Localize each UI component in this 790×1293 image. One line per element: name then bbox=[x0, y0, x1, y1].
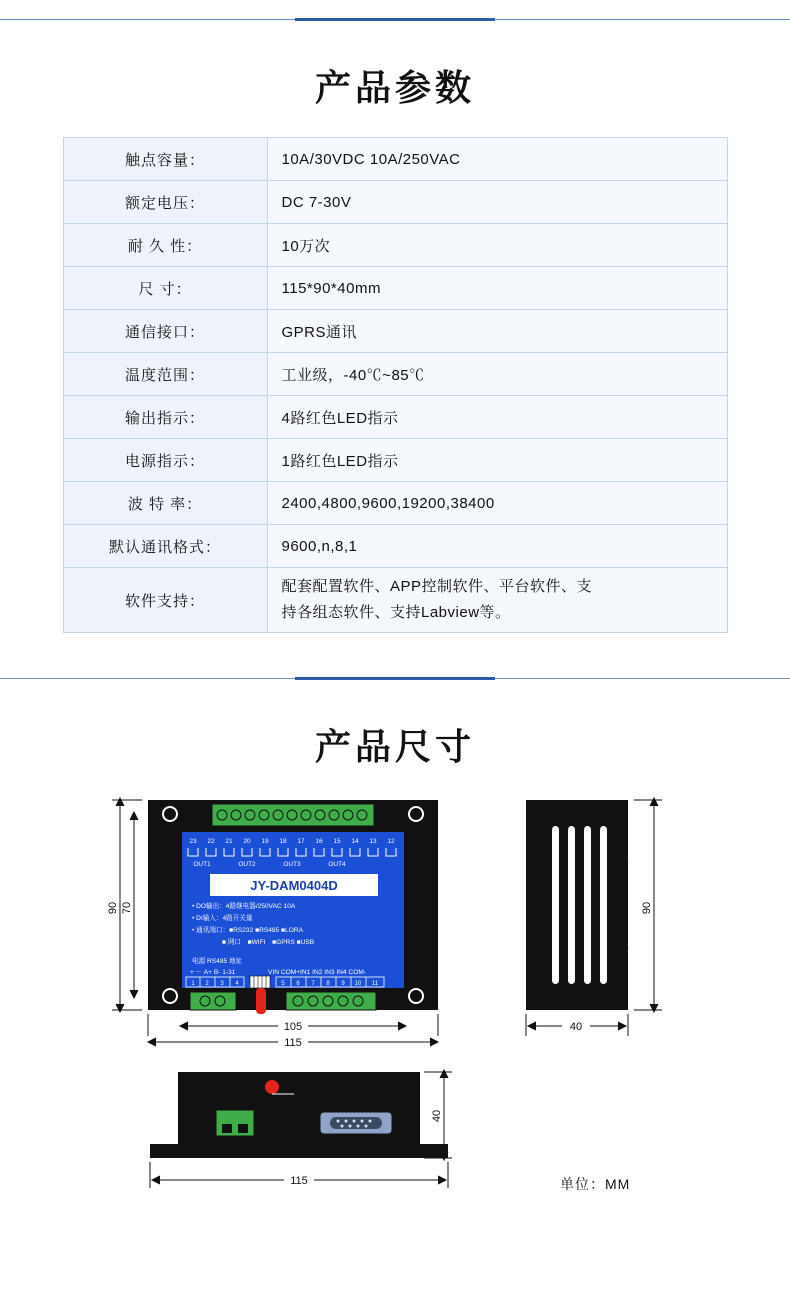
table-row bbox=[63, 181, 727, 224]
svg-text:6: 6 bbox=[296, 981, 300, 987]
svg-text:12: 12 bbox=[387, 838, 395, 845]
svg-text:• DI输入：4路开关量: • DI输入：4路开关量 bbox=[192, 915, 253, 922]
svg-text:9: 9 bbox=[341, 981, 345, 987]
param-key: 额定电压： bbox=[63, 181, 267, 224]
dimensions-section-title: 产品尺寸 bbox=[314, 726, 475, 767]
svg-text:1: 1 bbox=[191, 981, 195, 987]
dim-side-width: 40 bbox=[569, 1021, 583, 1033]
svg-text:17: 17 bbox=[297, 838, 305, 845]
svg-text:13: 13 bbox=[369, 838, 377, 845]
svg-text:20: 20 bbox=[243, 838, 251, 845]
svg-text:7: 7 bbox=[311, 981, 315, 987]
table-row bbox=[63, 482, 727, 525]
dimension-svg bbox=[0, 796, 790, 1226]
mid-divider bbox=[0, 677, 790, 681]
software-line-1: 配套配置软件、APP控制软件、平台软件、支 bbox=[281, 578, 593, 595]
table-row bbox=[63, 396, 727, 439]
svg-text:OUT1: OUT1 bbox=[193, 861, 211, 868]
dim-side-slot-height: 36 bbox=[611, 901, 623, 915]
svg-text:16: 16 bbox=[315, 838, 323, 845]
svg-text:■ 网口 ■WIFI ■GPRS ■USB: ■ 网口 ■WIFI ■GPRS ■USB bbox=[222, 939, 315, 946]
software-line-2: 持各组态软件、支持Labview等。 bbox=[281, 604, 511, 621]
svg-text:5: 5 bbox=[281, 981, 285, 987]
table-row bbox=[63, 267, 727, 310]
svg-text:OUT2: OUT2 bbox=[238, 861, 256, 868]
svg-text:14: 14 bbox=[351, 838, 359, 845]
param-key: 通信接口： bbox=[63, 310, 267, 353]
param-value: 115*90*40mm bbox=[267, 267, 727, 310]
svg-text:OUT4: OUT4 bbox=[328, 861, 346, 868]
unit-note: 单位：MM bbox=[560, 1176, 631, 1192]
divider-accent bbox=[295, 677, 495, 680]
svg-text:• 通讯端口：■RS232 ■RS485 ■LORA: • 通讯端口：■RS232 ■RS485 ■LORA bbox=[192, 927, 303, 934]
dim-side-height-outer: 90 bbox=[641, 901, 653, 915]
table-row bbox=[63, 310, 727, 353]
svg-text:电源 RS485 地址: 电源 RS485 地址 bbox=[192, 958, 243, 965]
svg-text:3: 3 bbox=[220, 981, 224, 987]
param-value: 2400,4800,9600,19200,38400 bbox=[267, 482, 727, 525]
params-section-title: 产品参数 bbox=[314, 67, 475, 108]
svg-text:19: 19 bbox=[261, 838, 269, 845]
table-row bbox=[63, 439, 727, 482]
front-view bbox=[148, 800, 438, 1014]
param-key: 尺 寸： bbox=[63, 267, 267, 310]
table-row-software bbox=[63, 568, 727, 633]
param-key: 电源指示： bbox=[63, 439, 267, 482]
param-value: 1路红色LED指示 bbox=[267, 439, 727, 482]
param-value: 10A/30VDC 10A/250VAC bbox=[267, 138, 727, 181]
table-row bbox=[63, 224, 727, 267]
param-value: 9600,n,8,1 bbox=[267, 525, 727, 568]
param-value: DC 7-30V bbox=[267, 181, 727, 224]
svg-text:4: 4 bbox=[235, 981, 239, 987]
param-value: 10万次 bbox=[267, 224, 727, 267]
product-parameters-table bbox=[63, 137, 728, 633]
param-value bbox=[267, 568, 727, 633]
param-key: 耐 久 性： bbox=[63, 224, 267, 267]
dim-front-height-inner: 70 bbox=[121, 901, 133, 915]
param-key: 软件支持： bbox=[63, 568, 267, 633]
svg-text:11: 11 bbox=[371, 981, 379, 987]
svg-text:2: 2 bbox=[205, 981, 209, 987]
dim-front-height-outer: 90 bbox=[107, 901, 119, 915]
svg-text:VIN COM+IN1 IN2 IN3 IN4 CO: VIN COM+IN1 IN2 IN3 IN4 COM- bbox=[268, 969, 367, 976]
divider-accent bbox=[295, 18, 495, 21]
svg-text:22: 22 bbox=[207, 838, 215, 845]
svg-text:23: 23 bbox=[189, 838, 197, 845]
param-value: 工业级，-40℃~85℃ bbox=[267, 353, 727, 396]
dim-front-width-outer: 115 bbox=[284, 1037, 302, 1049]
param-key: 默认通讯格式： bbox=[63, 525, 267, 568]
dimension-drawings bbox=[0, 796, 790, 1226]
svg-text:+ － A+ B- 1-31: + － A+ B- 1-31 bbox=[190, 969, 236, 976]
param-key: 波 特 率： bbox=[63, 482, 267, 525]
svg-text:OUT3: OUT3 bbox=[283, 861, 301, 868]
table-row bbox=[63, 353, 727, 396]
svg-text:• DO输出：4路继电器/250VAC 10A: • DO输出：4路继电器/250VAC 10A bbox=[192, 903, 296, 910]
param-value: GPRS通讯 bbox=[267, 310, 727, 353]
param-key: 触点容量： bbox=[63, 138, 267, 181]
device-model-label: JY-DAM0404D bbox=[250, 878, 338, 893]
dim-front-width-inner: 105 bbox=[283, 1021, 303, 1033]
dim-bottom-height: 40 bbox=[431, 1109, 443, 1123]
table-row bbox=[63, 138, 727, 181]
svg-text:10: 10 bbox=[354, 981, 362, 987]
top-divider bbox=[0, 18, 790, 22]
param-value: 4路红色LED指示 bbox=[267, 396, 727, 439]
svg-text:21: 21 bbox=[225, 838, 233, 845]
svg-text:18: 18 bbox=[279, 838, 287, 845]
table-row bbox=[63, 525, 727, 568]
dim-bottom-width: 115 bbox=[290, 1175, 308, 1187]
bottom-view bbox=[150, 1072, 448, 1158]
svg-text:8: 8 bbox=[326, 981, 330, 987]
param-key: 输出指示： bbox=[63, 396, 267, 439]
param-key: 温度范围： bbox=[63, 353, 267, 396]
svg-text:15: 15 bbox=[333, 838, 341, 845]
